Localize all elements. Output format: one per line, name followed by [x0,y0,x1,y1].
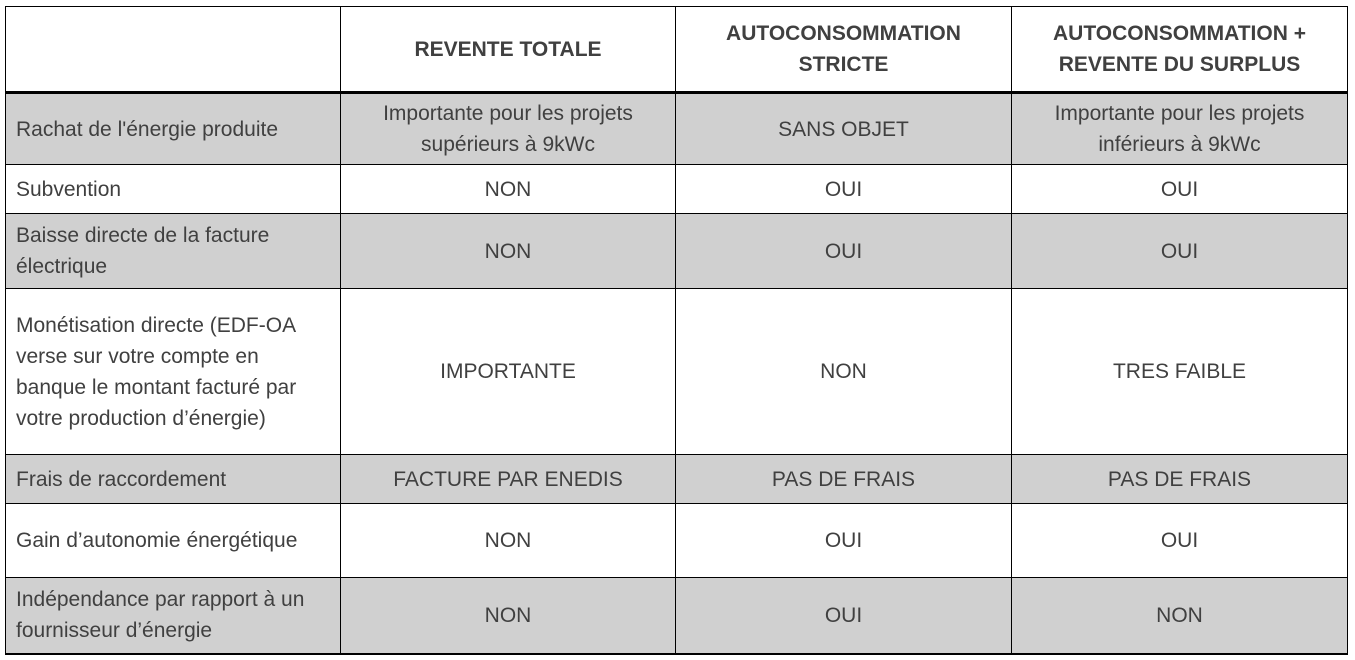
table-row [6,289,1348,455]
table-cell: NON [341,504,676,578]
table-cell: FACTURE PAR ENEDIS [341,455,676,504]
table-row [6,214,1348,289]
row-label: Frais de raccordement [6,455,341,504]
table-cell: NON [341,165,676,214]
table-cell: PAS DE FRAIS [676,455,1012,504]
row-label: Rachat de l'énergie produite [6,93,341,165]
row-label: Subvention [6,165,341,214]
row-label: Monétisation directe (EDF-OA verse sur votre compte en banque le montant facturé par votre production d’énergie) [6,289,341,455]
table-cell: Importante pour les projets inférieurs à 9kWc [1012,93,1348,165]
header-empty [6,7,341,93]
table-cell: TRES FAIBLE [1012,289,1348,455]
table-row [6,504,1348,578]
table-cell: OUI [676,578,1012,654]
header-autoconsommation-surplus: AUTOCONSOMMATION + REVENTE DU SURPLUS [1012,7,1348,93]
table-cell: SANS OBJET [676,93,1012,165]
table-cell: NON [341,214,676,289]
row-label: Gain d’autonomie énergétique [6,504,341,578]
header-autoconsommation-stricte: AUTOCONSOMMATION STRICTE [676,7,1012,93]
table-cell: OUI [676,165,1012,214]
header-row [6,7,1348,93]
table-row [6,578,1348,654]
row-label: Indépendance par rapport à un fournisseur d’énergie [6,578,341,654]
table-cell: NON [1012,578,1348,654]
table-row [6,93,1348,165]
table-cell: PAS DE FRAIS [1012,455,1348,504]
table-cell: OUI [1012,504,1348,578]
table-cell: OUI [1012,165,1348,214]
table-cell: OUI [676,504,1012,578]
table-cell: OUI [1012,214,1348,289]
table-row [6,455,1348,504]
table-cell: NON [341,578,676,654]
table-cell: NON [676,289,1012,455]
row-label: Baisse directe de la facture électrique [6,214,341,289]
comparison-table [5,6,1348,655]
comparison-table-container [5,6,1347,655]
table-cell: IMPORTANTE [341,289,676,455]
table-row [6,165,1348,214]
table-cell: OUI [676,214,1012,289]
header-revente-totale: REVENTE TOTALE [341,7,676,93]
table-cell: Importante pour les projets supérieurs à 9kWc [341,93,676,165]
